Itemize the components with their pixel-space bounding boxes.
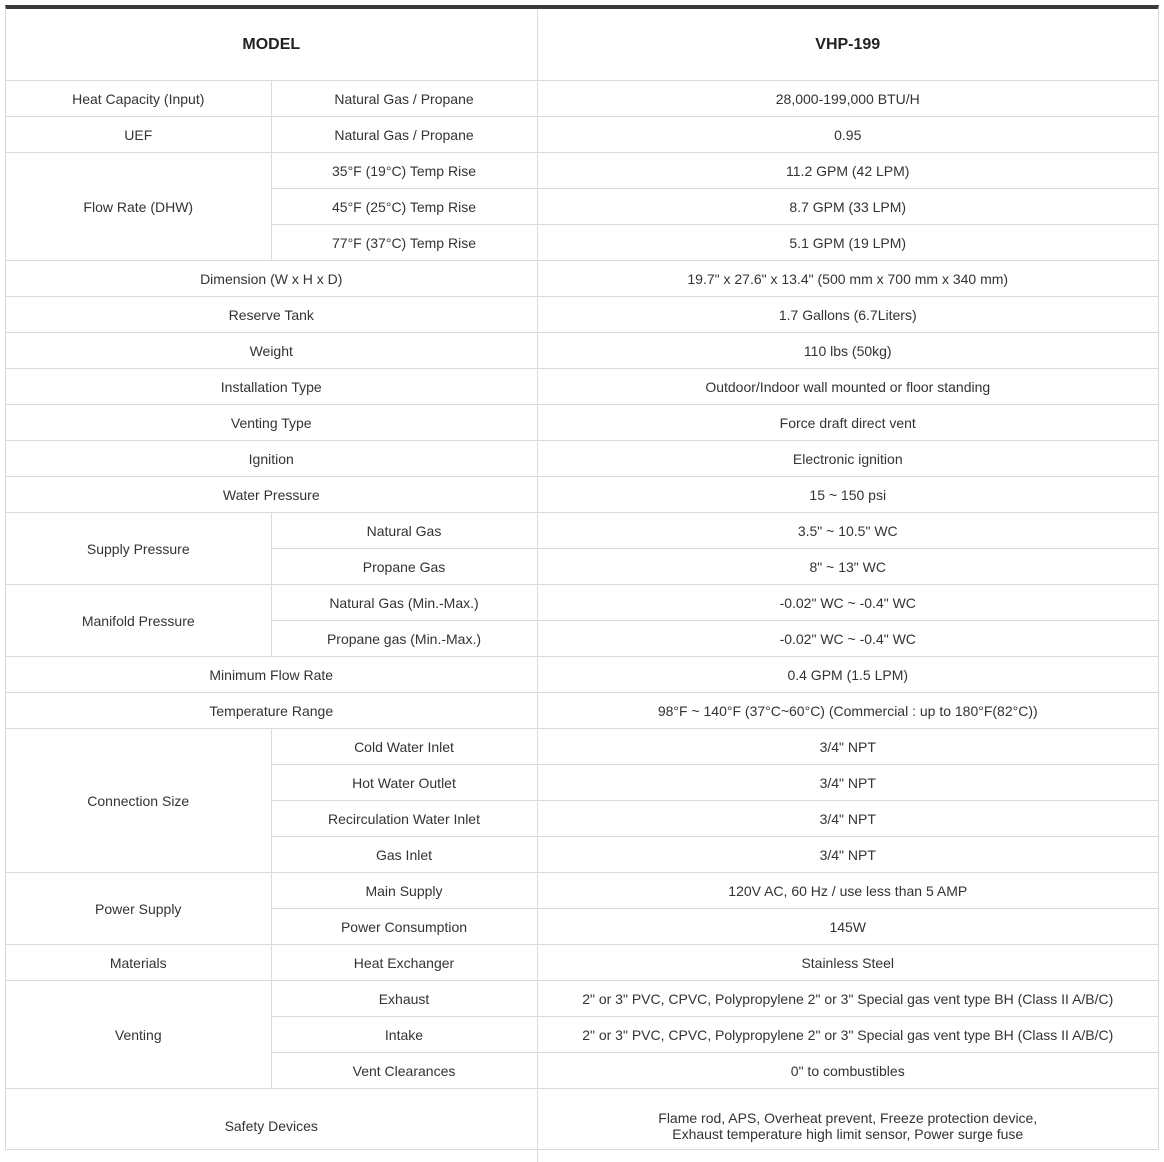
row-sublabel: Heat Exchanger <box>271 945 537 981</box>
row-sublabel: Propane Gas <box>271 549 537 585</box>
row-label: Water Pressure <box>6 477 537 513</box>
row-sublabel: Vent Clearances <box>271 1053 537 1089</box>
table-row <box>6 477 1158 513</box>
row-value: 0.4 GPM (1.5 LPM) <box>537 657 1158 693</box>
table-row <box>6 441 1158 477</box>
row-label: Flow Rate (DHW) <box>6 153 271 261</box>
row-label: Temperature Range <box>6 693 537 729</box>
row-label: Manifold Pressure <box>6 585 271 657</box>
model-header: MODEL <box>6 9 537 81</box>
row-value: 0" to combustibles <box>537 1053 1158 1089</box>
table-row <box>6 405 1158 441</box>
table-row <box>6 693 1158 729</box>
row-value: 110 lbs (50kg) <box>537 333 1158 369</box>
row-sublabel: Main Supply <box>271 873 537 909</box>
row-value: 145W <box>537 909 1158 945</box>
table-row <box>6 513 1158 549</box>
row-sublabel: Hot Water Outlet <box>271 765 537 801</box>
row-value: 28,000-199,000 BTU/H <box>537 81 1158 117</box>
row-value: 3/4" NPT <box>537 801 1158 837</box>
row-sublabel: 45°F (25°C) Temp Rise <box>271 189 537 225</box>
table-row <box>6 945 1158 981</box>
table-row <box>6 81 1158 117</box>
row-sublabel: 35°F (19°C) Temp Rise <box>271 153 537 189</box>
safety-devices-line-2: Exhaust temperature high limit sensor, Power surge fuse <box>542 1126 1155 1142</box>
row-value: Stainless Steel <box>537 945 1158 981</box>
row-label: Dimension (W x H x D) <box>6 261 537 297</box>
row-value: 8.7 GPM (33 LPM) <box>537 189 1158 225</box>
row-label: UEF <box>6 117 271 153</box>
row-value: 2" or 3" PVC, CPVC, Polypropylene 2" or 3" Special gas vent type BH (Class II A/B/C) <box>537 981 1158 1017</box>
row-value: 98°F ~ 140°F (37°C~60°C) (Commercial : up to 180°F(82°C)) <box>537 693 1158 729</box>
row-value: 15 ~ 150 psi <box>537 477 1158 513</box>
row-sublabel: Natural Gas <box>271 513 537 549</box>
table-row <box>6 369 1158 405</box>
table-row <box>6 585 1158 621</box>
table-row <box>6 657 1158 693</box>
row-label: Safety Devices <box>6 1089 537 1162</box>
row-label: Minimum Flow Rate <box>6 657 537 693</box>
row-value: 2" or 3" PVC, CPVC, Polypropylene 2" or 3" Special gas vent type BH (Class II A/B/C) <box>537 1017 1158 1053</box>
row-label: Supply Pressure <box>6 513 271 585</box>
table-row <box>6 153 1158 189</box>
row-sublabel: Gas Inlet <box>271 837 537 873</box>
row-label: Power Supply <box>6 873 271 945</box>
row-value <box>537 1089 1158 1162</box>
table-row <box>6 117 1158 153</box>
row-value: 1.7 Gallons (6.7Liters) <box>537 297 1158 333</box>
row-value: 5.1 GPM (19 LPM) <box>537 225 1158 261</box>
row-value: 8" ~ 13" WC <box>537 549 1158 585</box>
model-value-header: VHP-199 <box>537 9 1158 81</box>
row-value: 3/4" NPT <box>537 729 1158 765</box>
row-value: 3.5" ~ 10.5" WC <box>537 513 1158 549</box>
row-value: Electronic ignition <box>537 441 1158 477</box>
row-label: Materials <box>6 945 271 981</box>
header-row <box>6 9 1158 81</box>
row-sublabel: Exhaust <box>271 981 537 1017</box>
row-sublabel: Power Consumption <box>271 909 537 945</box>
row-sublabel: Natural Gas / Propane <box>271 81 537 117</box>
row-value: -0.02" WC ~ -0.4" WC <box>537 621 1158 657</box>
row-value: -0.02" WC ~ -0.4" WC <box>537 585 1158 621</box>
row-sublabel: Natural Gas (Min.-Max.) <box>271 585 537 621</box>
table-row <box>6 981 1158 1017</box>
table-row <box>6 261 1158 297</box>
table-row <box>6 297 1158 333</box>
row-value: 19.7" x 27.6" x 13.4" (500 mm x 700 mm x 340 mm) <box>537 261 1158 297</box>
safety-devices-line-1: Flame rod, APS, Overheat prevent, Freeze protection device, <box>542 1110 1155 1126</box>
spec-table <box>6 9 1158 1162</box>
row-value: 11.2 GPM (42 LPM) <box>537 153 1158 189</box>
row-label: Weight <box>6 333 537 369</box>
row-label: Ignition <box>6 441 537 477</box>
row-sublabel: Propane gas (Min.-Max.) <box>271 621 537 657</box>
table-row <box>6 1089 1158 1162</box>
table-row <box>6 729 1158 765</box>
row-label: Connection Size <box>6 729 271 873</box>
row-value: 3/4" NPT <box>537 765 1158 801</box>
row-label: Venting <box>6 981 271 1089</box>
row-label: Reserve Tank <box>6 297 537 333</box>
row-sublabel: Recirculation Water Inlet <box>271 801 537 837</box>
row-sublabel: Cold Water Inlet <box>271 729 537 765</box>
row-value: 0.95 <box>537 117 1158 153</box>
row-label: Heat Capacity (Input) <box>6 81 271 117</box>
row-value: 120V AC, 60 Hz / use less than 5 AMP <box>537 873 1158 909</box>
table-row <box>6 873 1158 909</box>
row-sublabel: Intake <box>271 1017 537 1053</box>
row-value: Force draft direct vent <box>537 405 1158 441</box>
row-value: 3/4" NPT <box>537 837 1158 873</box>
row-label: Venting Type <box>6 405 537 441</box>
table-row <box>6 333 1158 369</box>
row-label: Installation Type <box>6 369 537 405</box>
row-sublabel: Natural Gas / Propane <box>271 117 537 153</box>
row-value: Outdoor/Indoor wall mounted or floor standing <box>537 369 1158 405</box>
row-sublabel: 77°F (37°C) Temp Rise <box>271 225 537 261</box>
